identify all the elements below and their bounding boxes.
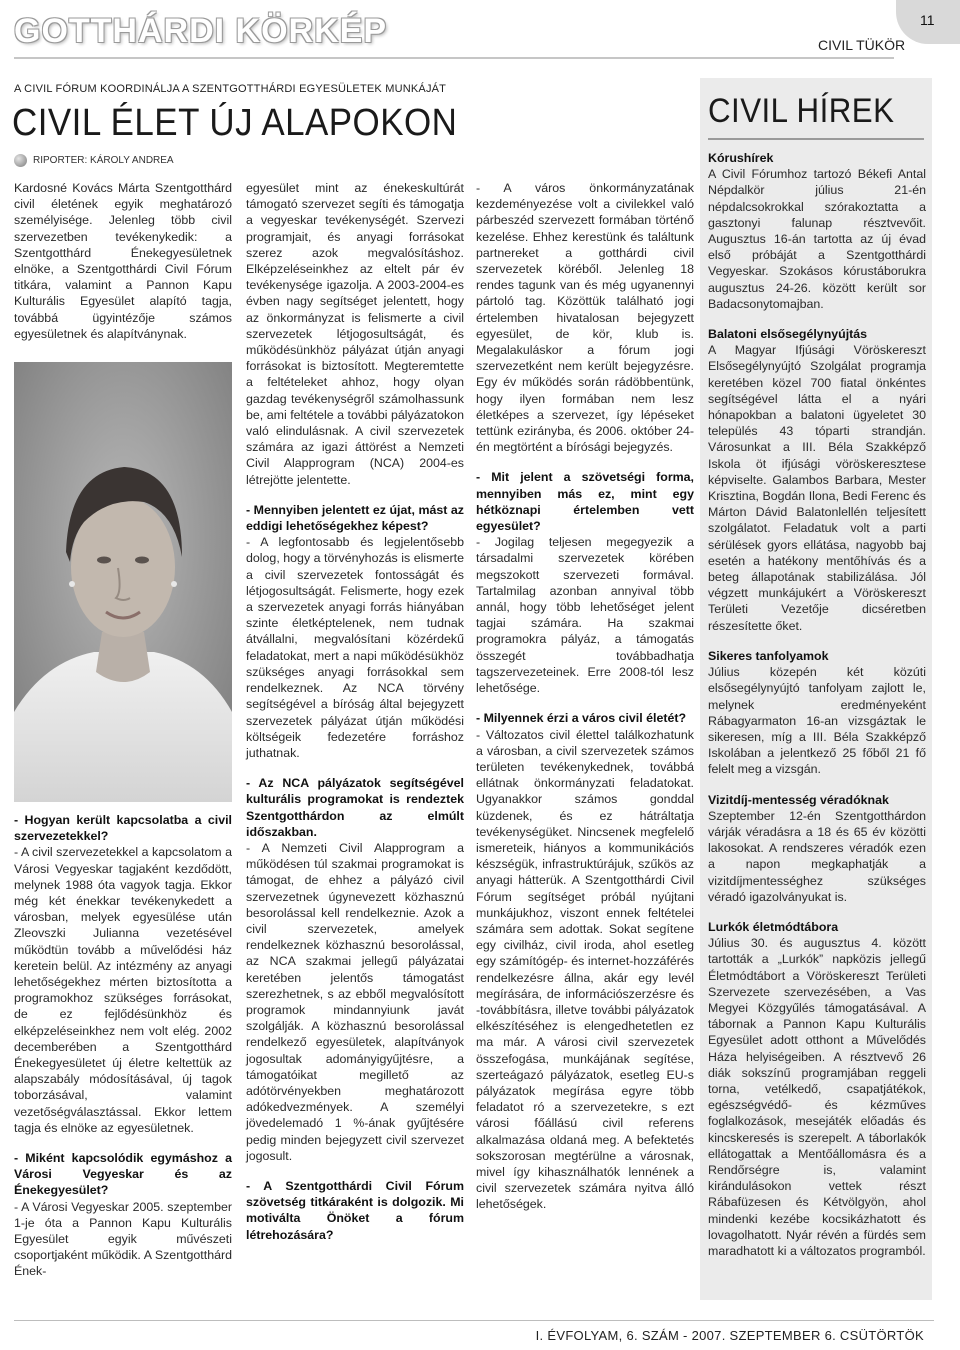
interview-question: - Az NCA pályázatok segítségével kulturális programokat is rendeztek Szentgotthárdon az elmúlt időszakban. [246, 776, 464, 839]
interview-answer: - A legfontosabb és legjelentősebb dolog, hogy a törvényhozás is elismerte a civil szervezetek fontosságát és létjogosultságát. Felismerte, hogy ezek a szervezetek anyagi forrás hiányában szinte életképtelenek, nem tudnak átvállalni, megvalósítani közérdekű feladatokat, mert a napi működésükhöz szükséges anyagi forrásokkal sem rendelkeznek. Az NCA törvény segítségével a bíróság által bejegyzett szervezetek pályázat útján működési költségeik fedezetére forráshoz juthatnak. [246, 535, 464, 760]
header-divider [14, 57, 894, 59]
article-column-1 [14, 812, 232, 1294]
news-item-body: Július közepén két közúti elsősegélynyújtó tanfolyam zajlott le, melynek eredményeként Rábagyarmaton 16-an vizsgáztak le sikeresen, míg a III. Béla Szakképző Iskolában a jelentkező 25 főből 21 fő felelt meg a vizsgán. [708, 665, 926, 777]
lead-paragraph: Kardosné Kovács Márta Szentgotthárd civil életének egyik meghatározó személyisége. Jelenleg több civil szervezetben tevékenykedik: a Szentgotthárd Énekegyesületnek elnöke, a Szentgotthárdi Civil Fórum titkára, valamint a Pannon Kapu Kulturális Egyesület alapító tagja, továbbá ügyintézője számos egyesületnek és alapítványnak. [14, 181, 232, 341]
footer-divider [14, 1320, 934, 1321]
page-header [0, 0, 960, 60]
news-item-body: Július 30. és augusztus 4. között tartották a „Lurkók” napközis jellegű Életmódtábort a Vöröskereszt Területi Szervezete szervezésében, a Vas Megyei Közgyűlés támogatásával. A tábornak a Pannon Kapu Kulturális Egyesület adott otthont a Művelődés Háza helyiségeiben. A résztvevő 26 diák sokszínű programjában reggeli torna, vetélkedő, csapatjátékok, egészségvédő- és kézműves foglalkozások, mesejáték előadás és kincskeresés is szerepelt. A táborlakók ellátogattak a Mentőállomásra és a Rendőrségre is, valamint kirándulásokon vettek részt Rábafüzesen és Kétvölgyön, ahol mindenki kezébe kocsikázhatott és lovagolhatott. Nyár révén a fürdés sem maradhatott ki a változatos programból. [708, 936, 926, 1258]
interview-block [246, 775, 464, 1164]
news-item-body: A Civil Fórumhoz tartozó Békefi Antal Népdalkör július 21-én népdalcsokrokkal szórakoztatta a gasztonyi falunap résztvevőit. Augusztus 16-án tartotta az új évad első próbáját a Szentgotthárdi Vegyeskar. Szokásos kórustáborukra augusztus 24-26. között került sor Badacsonytomajban. [708, 167, 926, 311]
news-item-body: Szeptember 12-én Szentgotthárdon várják véradásra a 18 és 65 év közötti lakosokat. A rendszeres véradók ezen a napon megkaphatják a vizitdíjmentességhez szükséges véradó igazolványukat is. [708, 808, 926, 904]
interview-question: - Hogyan került kapcsolatba a civil szervezetekkel? [14, 813, 232, 844]
news-item-body: A Magyar Ifjúsági Vöröskereszt Elsősegélynyújtó Szolgálat programja keretében közel 700 fiatal önkéntes segítségével látta el a nyári hónapokban a balatoni ügyeletet 30 település 43 tóparti strandján. Városunkat a III. Béla Szakképző Iskola öt ifjúsági vöröskeresztese képviselte. Galambos Barbara, Mester Krisztina, Bogdán Ilona, Bedi Ferenc és Márton Dávid Balatonlellén teljesített szolgálatot. Feladatuk volt a parti sérülések gyors ellátása, nagyobb baj esetén a hatékony mentőhívás és a beteg állapotának stabilizálása. Jól végzett munkájukért a Vöröskereszt Területi Vezetője dicséretben részesítette őket. [708, 343, 926, 633]
news-item-heading: Lurkók életmódtábora [708, 919, 839, 934]
sidebar-news-list [708, 150, 926, 1259]
reporter-name: RIPORTER: KÁROLY ANDREA [33, 155, 174, 166]
article-kicker: A CIVIL FÓRUM KOORDINÁLJA A SZENTGOTTHÁRDI EGYESÜLETEK MUNKÁJÁT [14, 83, 447, 95]
article-column-3 [476, 180, 694, 1227]
interview-question: - A Szentgotthárdi Civil Fórum szövetség titkáraként is dolgozik. Mi motiválta Önöket a fórum létrehozására? [246, 1178, 464, 1242]
interview-block [476, 469, 694, 696]
portrait-illustration [14, 362, 232, 802]
interview-block [14, 812, 232, 1136]
news-item-heading: Balatoni elsősegélynyújtás [708, 327, 868, 342]
masthead: GOTTHÁRDI KÖRKÉP [14, 12, 387, 50]
news-item-heading: Vizitdíj-mentesség véradóknak [708, 792, 889, 807]
bullet-icon [14, 154, 27, 167]
interview-question: - Mennyiben jelentett ez újat, mást az eddigi lehetőségekhez képest? [246, 502, 464, 534]
news-item-heading: Sikeres tanfolyamok [708, 648, 829, 663]
interview-answer: - A város önkormányzatának kezdeményezése volt a civilekkel való párbeszéd szervezett formában történő kezelése. Ehhez kerestünk és találtunk partnereket a gotthárdi civil szervezetek köréből. Jelenleg 18 rendes tagunk van és még ugyanennyi pártoló tag. Közöttük található jogi értelemben hivatalosan bejegyzett egyesület, de kör, klub is. Megalakuláskor a fórum jogi szervezetként nem került bejegyzésre. Egy év működés során rádöbbentünk, hogy ilyen formában nem lesz életképes a szervezet, így lépéseket tettünk ezirányba, és 2006. október 24-én megtörtént a bírósági bejegyzés. [476, 181, 694, 455]
interview-answer: - A Városi Vegyeskar 2005. szeptember 1-je óta a Pannon Kapu Kulturális Egyesület egyik művészeti csoportjaként működik. A Szentgotthárd Ének- [14, 1199, 232, 1279]
issue-footer: I. ÉVFOLYAM, 6. SZÁM - 2007. SZEPTEMBER 6. CSÜTÖRTÖK [535, 1328, 924, 1343]
interview-block [246, 1178, 464, 1243]
interview-answer: - A civil szervezetekkel a kapcsolatom a Városi Vegyeskar tagjaként kezdődött, melynek 1988 óta vagyok tagja. Ekkor még két énekkar tevékenykedett a városban, melyek egyesülése után Zleovszki Julianna vezetésével működtün tovább a művelődési ház keretein belül. Az intézmény az anyagi lehetőségekhez mérten biztosította a programokhoz szükséges forrásokat, de ez fejlődésünkhöz és elképzeléseinkhez nem volt elég. 2002 decemberében a Szentgotthárd Énekegyesületet új életre keltettük az alapszabály módosításával, új tagok toborzásával, valamint vezetőségválasztással. Ekkor lettem tagja és elnöke az egyesületnek. [14, 845, 232, 1135]
news-item-heading: Kórushírek [708, 151, 774, 165]
interview-block [246, 502, 464, 761]
interview-answer: egyesület mint az énekeskultúrát támogató szervezet segíti és támogatja a vegyeskar tevékenységét. Szervezi programjait, és anyagi forrásokat szerez azok megvalósításhoz. Elképzeléseinkhez az eltelt pár év tevékenysége igazolja. A 2003-2004-es évben nagy segítséget jelentett, hogy az önkormányzat is felismerte a civil szervezetek létjogosultságát, és működésünkhöz pályázat útján anyagi forrásokat is biztosított. Megteremtette a feltételeket ahhoz, hogy olyan gazdag tevékenységről számolhassunk be, ami feltétele a további pályázatokon való elindulásnak. A civil szervezetek számára az igazi áttörést a Nemzeti Civil Alapprogram (NCA) 2004-es létrejötte jelentette. [246, 181, 464, 487]
section-label: CIVIL TÜKÖR [818, 37, 906, 53]
interview-question: - Mit jelent a szövetségi forma, mennyiben más ez, mint egy hétköznapi értelemben vett egyesület? [476, 470, 694, 534]
article-lead [14, 180, 232, 356]
sidebar-title: CIVIL HÍREK [708, 92, 895, 130]
news-sidebar [700, 78, 932, 1300]
interview-block [14, 1150, 232, 1280]
reporter-byline [14, 154, 174, 167]
article-column-2 [246, 180, 464, 1257]
interview-block [476, 710, 694, 1212]
sidebar-divider [708, 138, 924, 140]
page-number: 11 [920, 12, 935, 28]
interview-answer: - Változatos civil élettel találkozhatunk a városban, a civil szervezetek számos területen tevékenykednek, továbbá ellátnak önkormányzati feladatokat. Ugyanakkor számos gonddal küzdenek, és ez hátráltatja tevékenységüket. Nincsenek megfelelő ismereteik, hiányos a kommunikációs készségük, infrastruktúrájuk, szűkös az anyagi hátterük. A Szentgotthárdi Civil Fórum segítséget próbál nyújtani munkájukhoz, viszont ennek feltételei számára sem adottak. Sokat segítene egy civilház, civil iroda, ahol esetleg egy számítógép- és internet-hozzáférés rendelkezésre állna, akár egy levél megírására, de információszerzésre és -továbbításra, illetve további pályázatok elkészítéséhez is elengedhetetlen ez ma már. A városi civil szervezetek összefogása, munkájának segítése, szerteágazó pályázatok, esetleg EU-s pályázatok megírása egyre több feladatot ró a szervezetekre, s ezt városi főállású civil referens alkalmazása oldaná meg. A befektetés sokszorosan megtérülne a városnak, mivel így kihasználhatók lennének a civil szervezetek számára nyitva álló lehetőségek. [476, 727, 694, 1212]
interview-answer: - A Nemzeti Civil Alapprogram a működésen túl szakmai programokat is támogat, de ehhez a pályázó civil szervezetnek úgynevezett közhasznú besorolással kell rendelkeznie. Azok a civil szervezetek, amelyek rendelkeznek közhasznú besorolással, az NCA szakmai jellegű pályázatai keretében jelentős támogatást szerezhetnek, s az ebből megvalósított programok mindannyiunk javát szolgálják. A közhasznú besorolással rendelkező egyesületek, alapítványok jogosultak adományigyűjtésre, a támogatóikat megillető az adótörvényekben meghatározott adókedvezmények. A személyi jövedelemadó 1 %-ának gyűjtésére pedig minden bejegyzett civil szervezet jogosult. [246, 840, 464, 1163]
article-headline: CIVIL ÉLET ÚJ ALAPOKON [12, 102, 458, 144]
interview-answer: - Jogilag teljesen megegyezik a társadalmi szervezetek körében megszokott szervezeti formával. Tartalmilag azonban annyival több annál, hogy több lehetőséget jelent tagjai számára. Ha szakmai programokra pályáz, a támogatás összegét továbbadhatja tagszervezeteinek. Erre 2008-tól lesz lehetősége. [476, 535, 694, 696]
portrait-photo [14, 362, 232, 802]
interview-question: - Miként kapcsolódik egymáshoz a Városi Vegyeskar és az Énekegyesület? [14, 1151, 232, 1198]
interview-question: - Milyennek érzi a város civil életét? [476, 711, 687, 726]
